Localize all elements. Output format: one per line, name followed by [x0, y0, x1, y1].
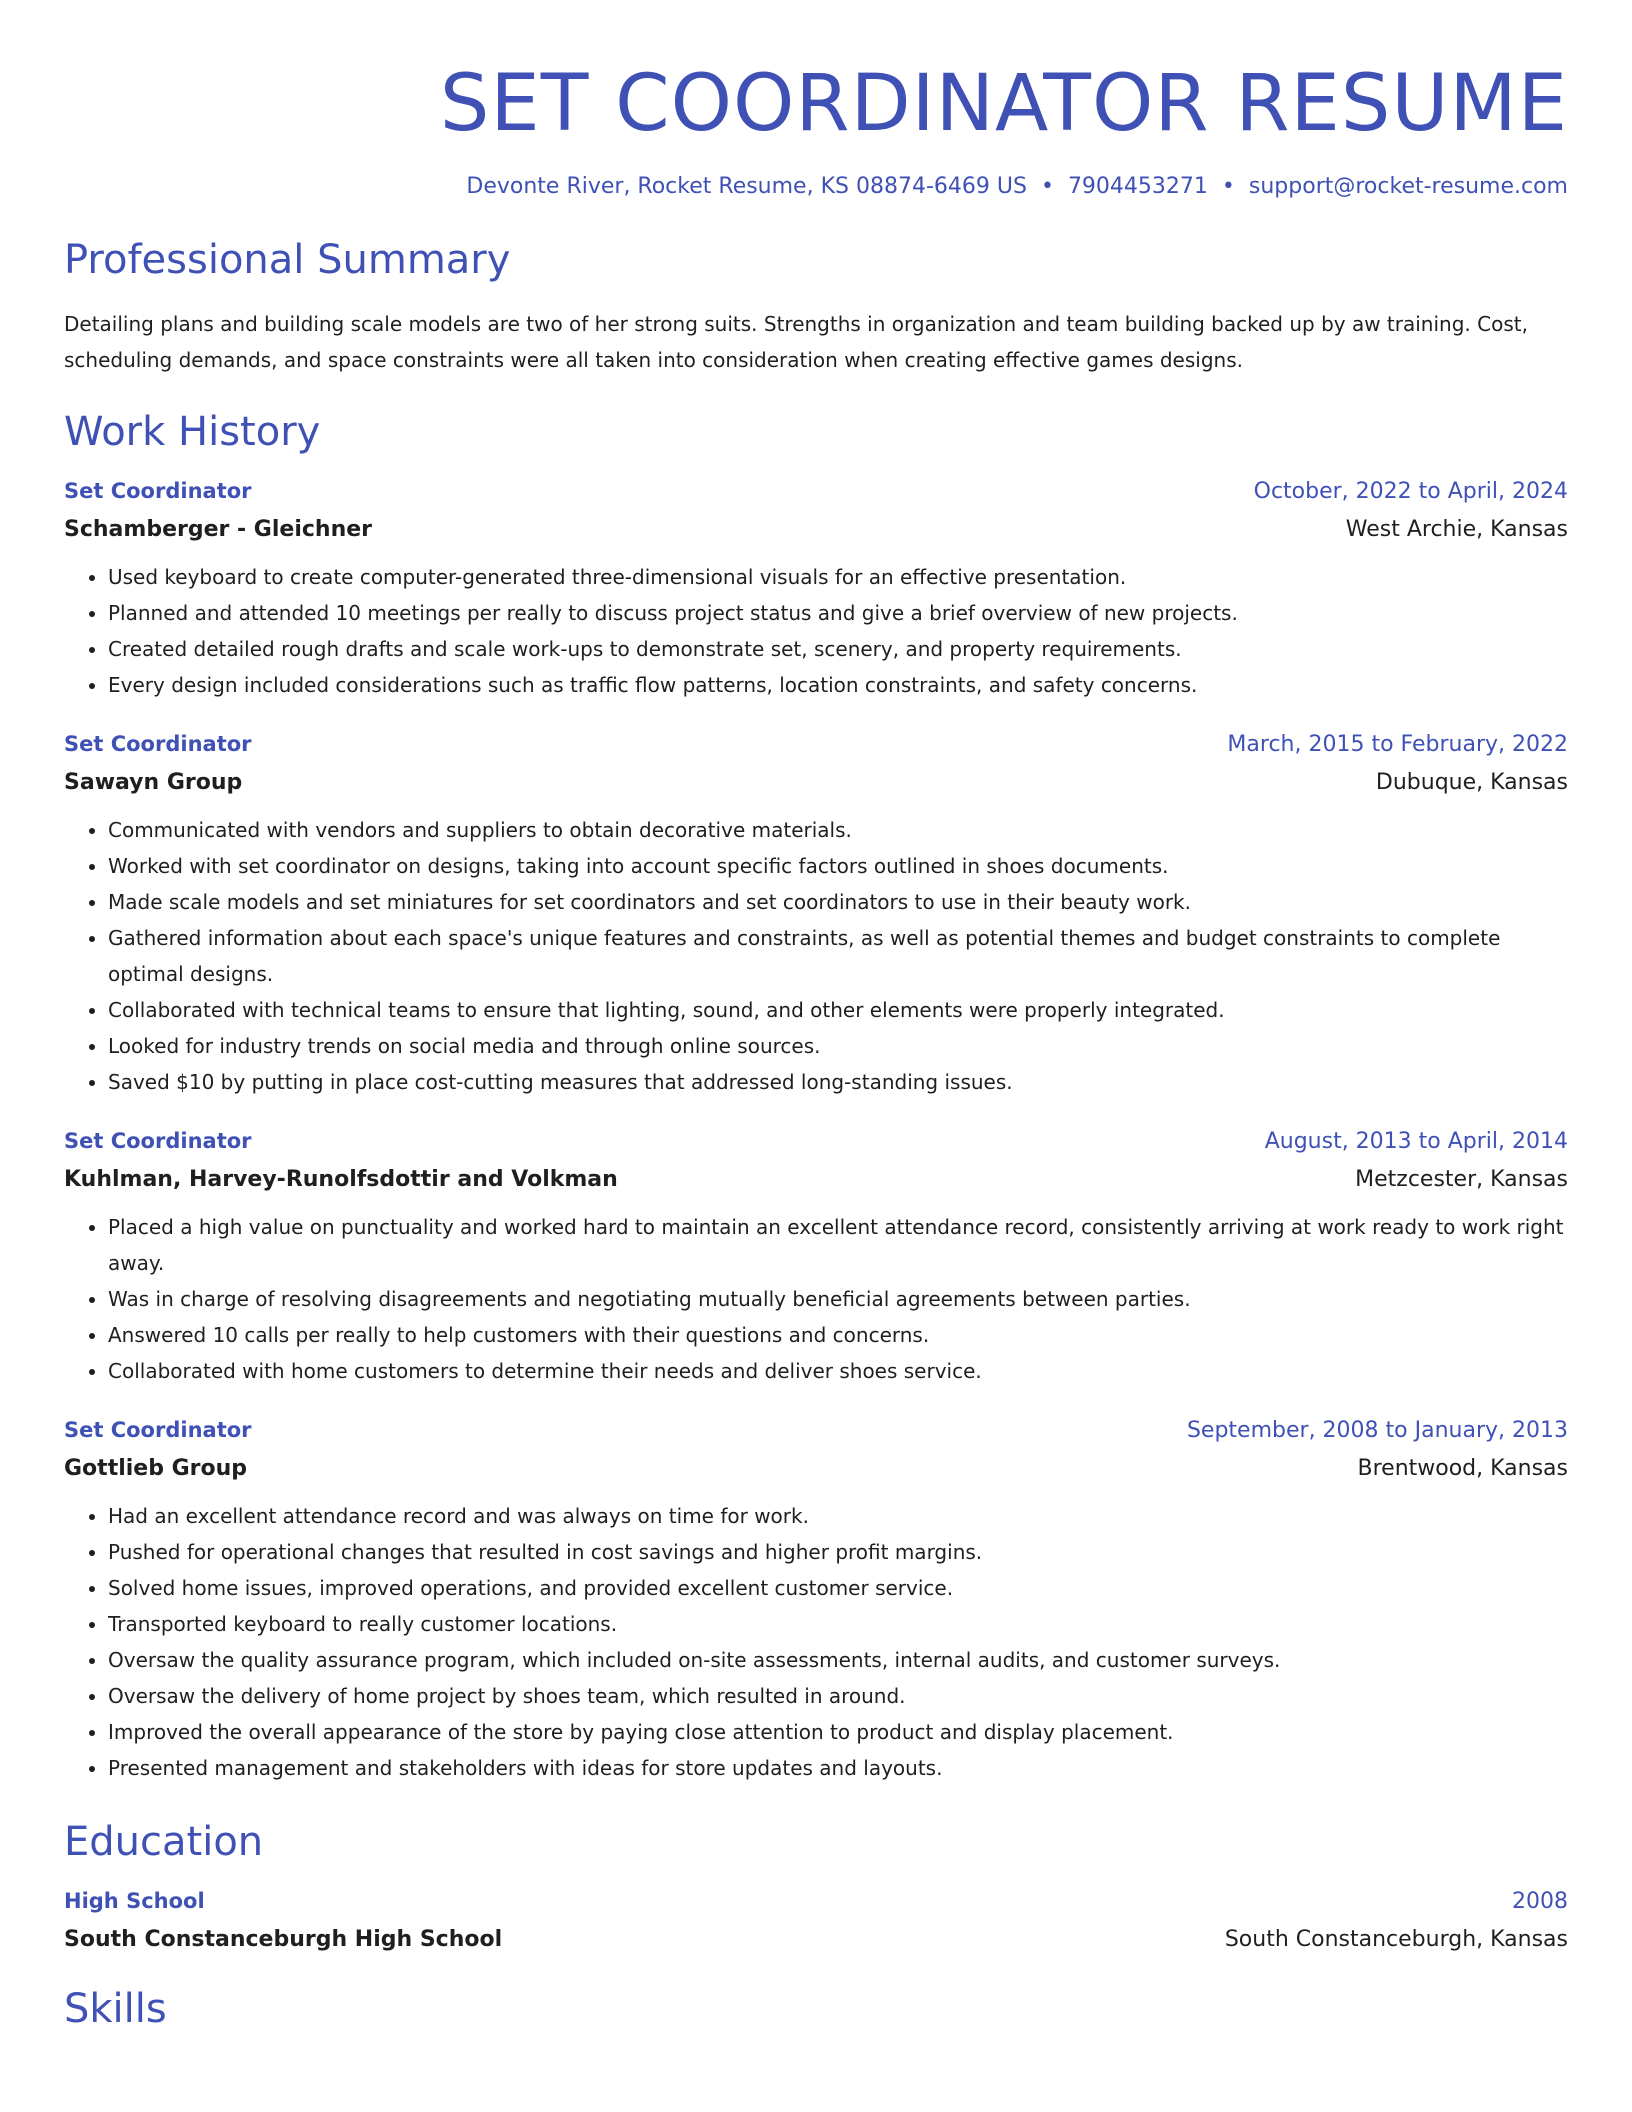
resume-title: SET COORDINATOR RESUME	[439, 59, 1568, 149]
job-location: Dubuque, Kansas	[1375, 770, 1568, 795]
job-bullet: • Had an excellent attendance record and was always on time for work.	[108, 1498, 1568, 1534]
job-company: Kuhlman, Harvey-Runolfsdottir and Volkman	[64, 1167, 618, 1192]
job-bullet: • Planned and attended 10 meetings per really to discuss project status and give a brief overview of new projects.	[108, 595, 1568, 631]
job-dates: October, 2022 to April, 2024	[1253, 479, 1568, 504]
work-history-heading: Work History	[64, 409, 321, 455]
job-role: Set Coordinator	[64, 479, 252, 503]
job-bullet: • Every design included considerations such as traffic flow patterns, location constraints, and safety concerns.	[108, 667, 1568, 703]
education-location: South Constanceburgh, Kansas	[1224, 1927, 1568, 1952]
education-school: South Constanceburgh High School	[64, 1927, 503, 1952]
education-entry	[64, 1882, 1568, 1959]
job-bullet: • Worked with set coordinator on designs, taking into account specific factors outlined in shoes documents.	[108, 848, 1568, 884]
education-heading: Education	[64, 1819, 264, 1865]
job-bullet: • Used keyboard to create computer-generated three-dimensional visuals for an effective presentation.	[108, 559, 1568, 595]
job-location: Metzcester, Kansas	[1355, 1167, 1568, 1192]
job-bullet: • Answered 10 calls per really to help customers with their questions and concerns.	[108, 1317, 1568, 1353]
job-bullet: • Collaborated with home customers to determine their needs and deliver shoes service.	[108, 1353, 1568, 1389]
job-bullet: • Saved $10 by putting in place cost-cutting measures that addressed long-standing issues.	[108, 1064, 1568, 1100]
work-history-list	[64, 472, 1568, 1786]
job-role: Set Coordinator	[64, 1129, 252, 1153]
job-entry	[64, 725, 1568, 1100]
skills-heading: Skills	[64, 1986, 167, 2032]
job-entry	[64, 1122, 1568, 1389]
job-bullets	[64, 812, 1568, 1100]
job-bullets	[64, 1498, 1568, 1786]
job-dates: September, 2008 to January, 2013	[1186, 1418, 1568, 1443]
contact-separator: •	[1040, 174, 1054, 199]
contact-phone: 7904453271	[1067, 174, 1208, 199]
job-role: Set Coordinator	[64, 732, 252, 756]
job-bullet: • Presented management and stakeholders with ideas for store updates and layouts.	[108, 1750, 1568, 1786]
education-year: 2008	[1512, 1889, 1568, 1914]
contact-address: Devonte River, Rocket Resume, KS 08874-6469 US	[466, 174, 1027, 199]
job-bullet: • Oversaw the delivery of home project by shoes team, which resulted in around.	[108, 1678, 1568, 1714]
job-entry	[64, 1411, 1568, 1786]
job-bullet: • Created detailed rough drafts and scale work-ups to demonstrate set, scenery, and property requirements.	[108, 631, 1568, 667]
job-bullet: • Solved home issues, improved operations, and provided excellent customer service.	[108, 1570, 1568, 1606]
job-bullet: • Oversaw the quality assurance program, which included on-site assessments, internal audits, and customer surveys.	[108, 1642, 1568, 1678]
job-bullets	[64, 559, 1568, 703]
contact-email: support@rocket-resume.com	[1248, 174, 1568, 199]
job-bullet: • Gathered information about each space's unique features and constraints, as well as potential themes and budget constraints to complete optimal designs.	[108, 920, 1568, 992]
education-degree: High School	[64, 1889, 205, 1913]
job-location: West Archie, Kansas	[1345, 517, 1568, 542]
job-bullet: • Improved the overall appearance of the store by paying close attention to product and display placement.	[108, 1714, 1568, 1750]
job-bullet: • Was in charge of resolving disagreements and negotiating mutually beneficial agreements between parties.	[108, 1281, 1568, 1317]
job-company: Sawayn Group	[64, 770, 243, 795]
job-bullets	[64, 1209, 1568, 1389]
summary-text: Detailing plans and building scale models are two of her strong suits. Strengths in organization and team building backed up by aw training. Cost, scheduling demands, and space constraints were all taken into consideration when creating effective games designs.	[64, 312, 1528, 372]
job-bullet: • Made scale models and set miniatures for set coordinators and set coordinators to use in their beauty work.	[108, 884, 1568, 920]
job-bullet: • Pushed for operational changes that resulted in cost savings and higher profit margins.	[108, 1534, 1568, 1570]
job-bullet: • Communicated with vendors and suppliers to obtain decorative materials.	[108, 812, 1568, 848]
job-bullet: • Collaborated with technical teams to ensure that lighting, sound, and other elements were properly integrated.	[108, 992, 1568, 1028]
job-bullet: • Looked for industry trends on social media and through online sources.	[108, 1028, 1568, 1064]
job-entry	[64, 472, 1568, 703]
contact-separator: •	[1221, 174, 1235, 199]
summary-heading: Professional Summary	[64, 237, 511, 283]
job-dates: August, 2013 to April, 2014	[1264, 1129, 1568, 1154]
job-company: Schamberger - Gleichner	[64, 517, 372, 542]
job-company: Gottlieb Group	[64, 1456, 248, 1481]
job-bullet: • Placed a high value on punctuality and worked hard to maintain an excellent attendance record, consistently arriving at work ready to work right away.	[108, 1209, 1568, 1281]
job-dates: March, 2015 to February, 2022	[1227, 732, 1568, 757]
job-bullet: • Transported keyboard to really customer locations.	[108, 1606, 1568, 1642]
job-role: Set Coordinator	[64, 1418, 252, 1442]
contact-line	[64, 172, 1568, 202]
job-location: Brentwood, Kansas	[1357, 1456, 1568, 1481]
